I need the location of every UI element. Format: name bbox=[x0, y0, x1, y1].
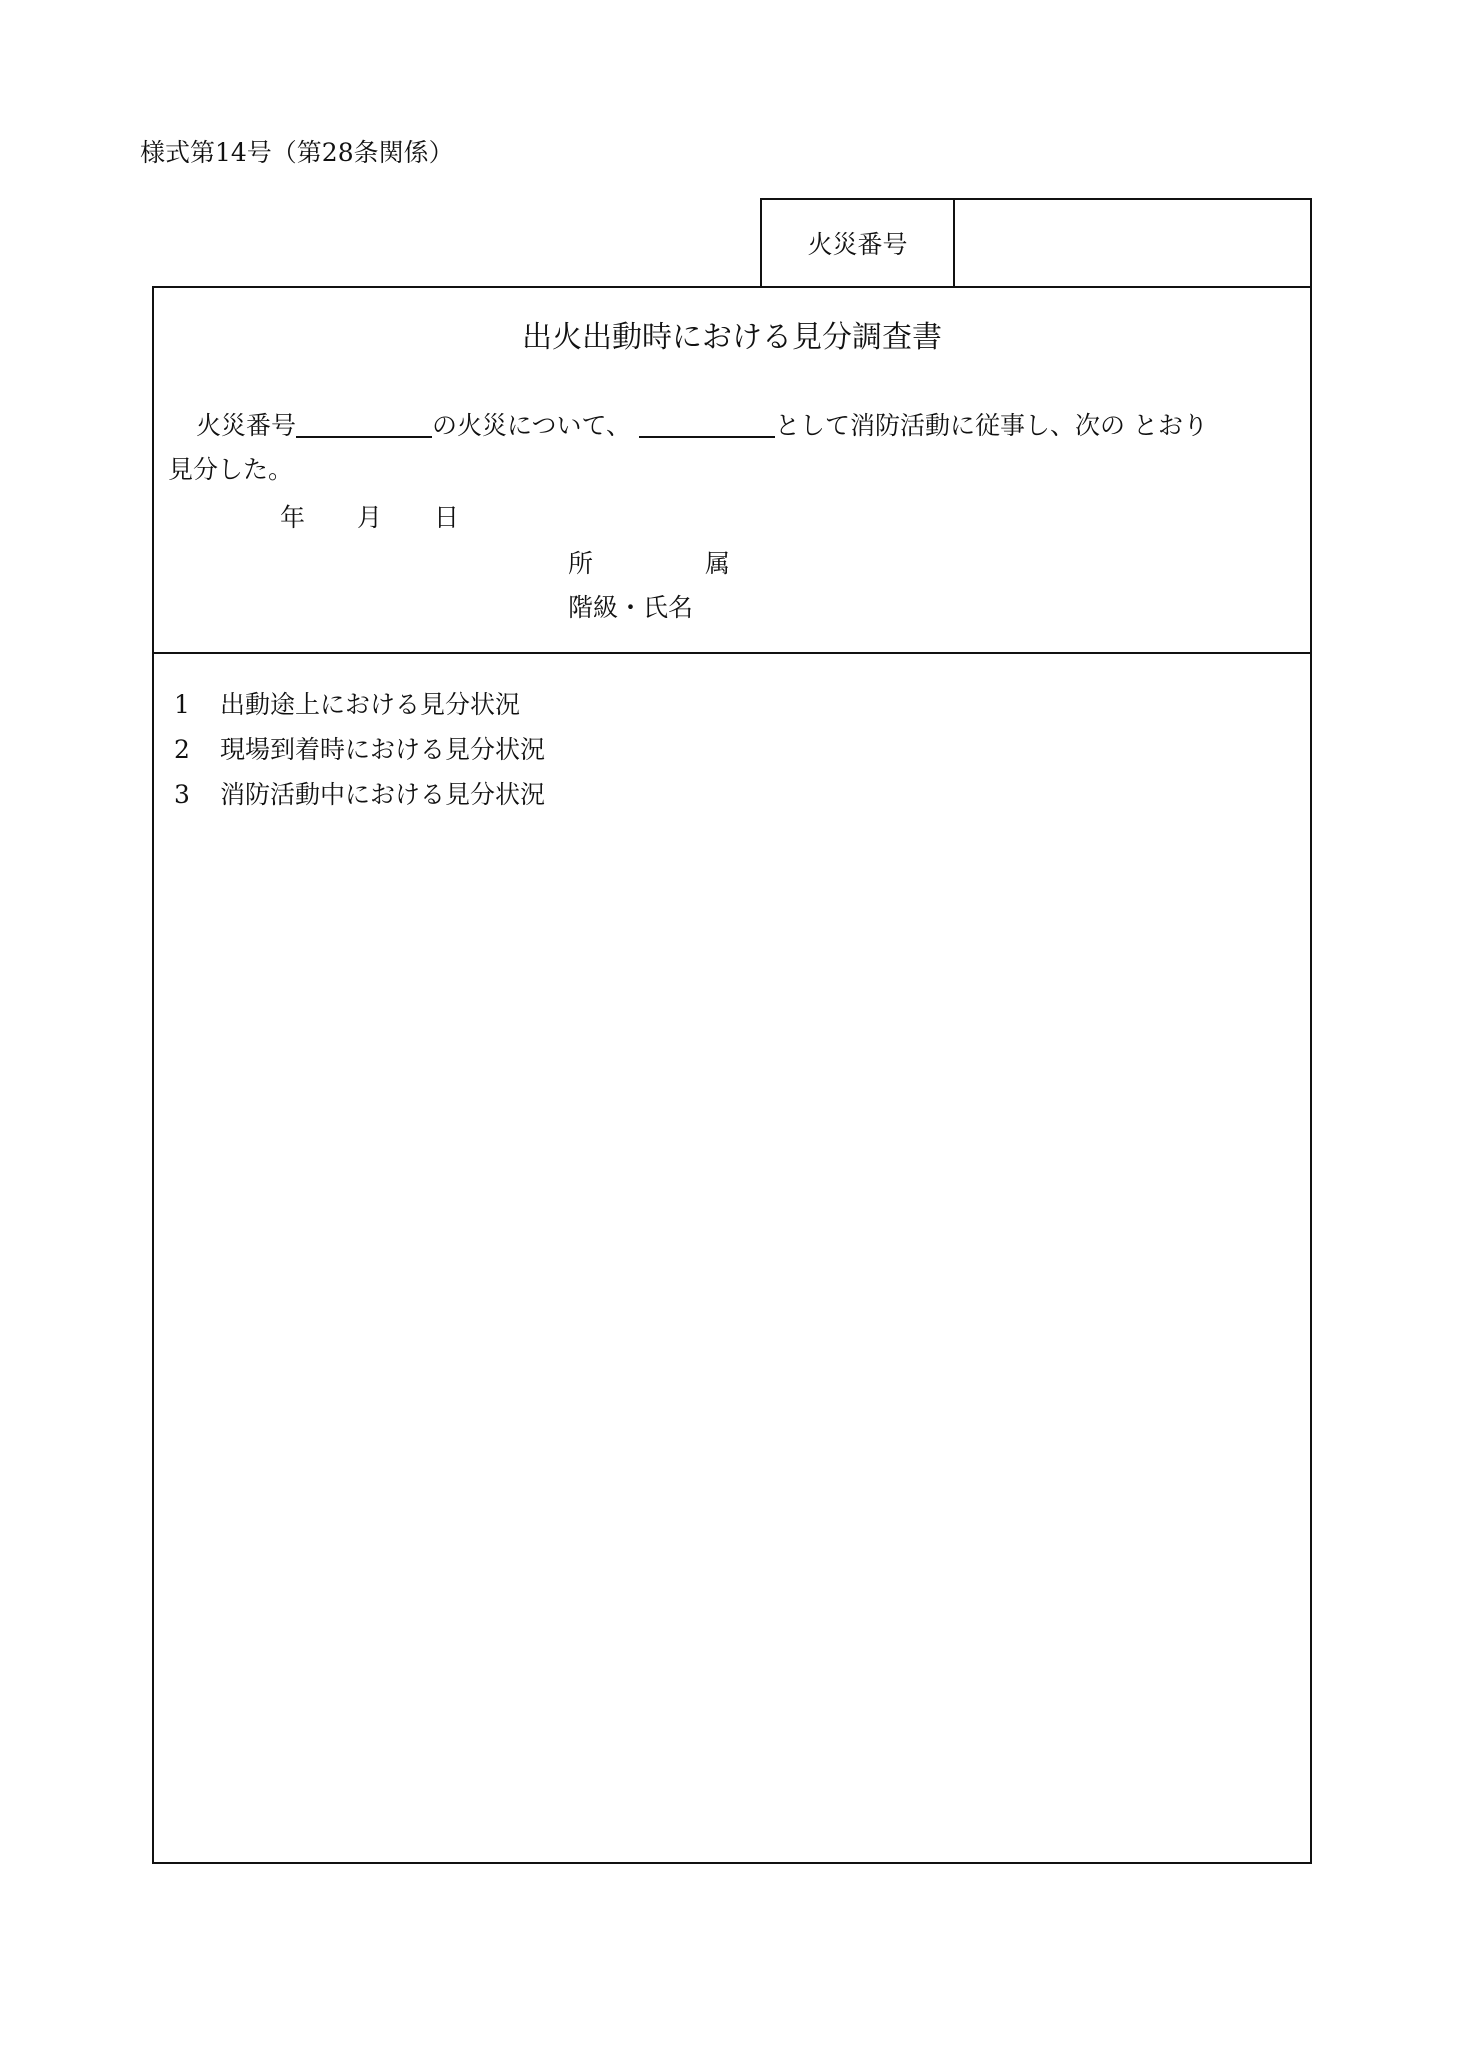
affiliation-label-b: 属 bbox=[705, 549, 731, 578]
year-label: 年 bbox=[280, 503, 306, 532]
fire-number-label: 火災番号 bbox=[762, 200, 955, 286]
header-section bbox=[154, 288, 1310, 654]
document-title: 出火出動時における見分調査書 bbox=[522, 320, 942, 355]
statement-part-2: の火災について、 bbox=[432, 411, 632, 440]
list-item bbox=[174, 727, 545, 772]
item-list bbox=[174, 682, 545, 817]
statement-part-3: として消防活動に従事し、次の とおり bbox=[775, 411, 1208, 440]
month-label: 月 bbox=[357, 503, 383, 532]
affiliation-line bbox=[568, 542, 730, 586]
item-number: 2 bbox=[174, 735, 190, 764]
item-number: 3 bbox=[174, 780, 190, 809]
statement-line-2: 見分した。 bbox=[168, 455, 294, 484]
fire-number-field[interactable] bbox=[955, 200, 1310, 286]
statement-part-1: 火災番号 bbox=[196, 411, 297, 440]
list-item bbox=[174, 772, 545, 817]
item-text: 消防活動中における見分状況 bbox=[220, 780, 546, 809]
affiliation-label-a: 所 bbox=[568, 549, 594, 578]
fire-number-box bbox=[760, 198, 1312, 288]
role-blank[interactable] bbox=[639, 406, 775, 438]
item-text: 現場到着時における見分状況 bbox=[220, 735, 546, 764]
rank-name-label: 階級・氏名 bbox=[568, 593, 694, 622]
fire-number-blank[interactable] bbox=[296, 406, 432, 438]
form-number: 様式第14号（第28条関係） bbox=[140, 138, 454, 167]
report-frame bbox=[152, 286, 1312, 1864]
item-number: 1 bbox=[174, 690, 190, 719]
statement bbox=[168, 404, 1298, 492]
statement-line-1 bbox=[168, 404, 1298, 448]
item-text: 出動途上における見分状況 bbox=[220, 690, 521, 719]
date-line bbox=[280, 496, 459, 540]
list-item bbox=[174, 682, 545, 727]
day-label: 日 bbox=[434, 503, 460, 532]
